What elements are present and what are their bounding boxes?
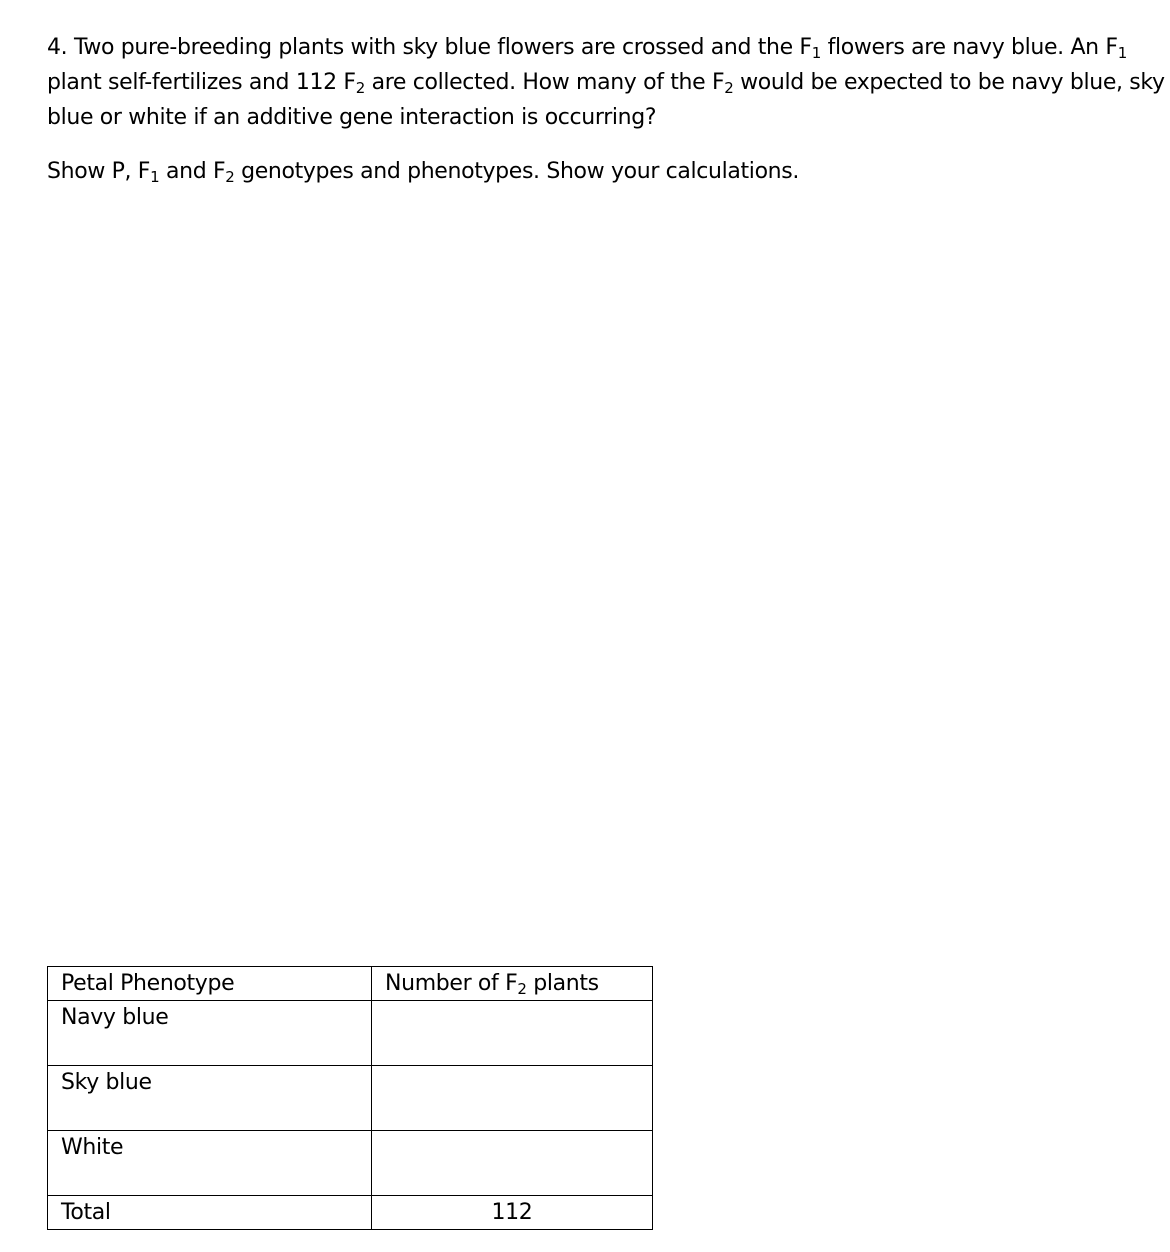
question-text: 4. Two pure-breeding plants with sky blue flowers are crossed and the $F_1$ flowers are navy blue. An $F_1$ plant self-fertilizes and 112 $F_2$ are collected. How many of the $F_2$ would be expected to be navy blue, sky blue or white if an additive gene interaction is occurring? [47,35,1165,130]
table-header-row [48,967,653,1001]
question-number: 4. [47,35,68,60]
f2-results-table [47,966,653,1230]
total-value: 112 [372,1196,653,1230]
total-label: Total [48,1196,372,1230]
table-row-sky-blue [48,1066,653,1131]
table-row-navy-blue [48,1001,653,1066]
phenotype-cell: Sky blue [48,1066,372,1131]
table-row-white [48,1131,653,1196]
phenotype-cell: White [48,1131,372,1196]
table-row-total [48,1196,653,1230]
count-cell-sky-blue[interactable] [372,1066,653,1131]
header-number-of-f2-plants: Number of $F_2$ plants [372,967,653,1001]
count-cell-white[interactable] [372,1131,653,1196]
instruction-text: Show P, $F_1$ and $F_2$ genotypes and phenotypes. Show your calculations. [47,159,800,186]
count-cell-navy-blue[interactable] [372,1001,653,1066]
header-petal-phenotype: Petal Phenotype [48,967,372,1001]
phenotype-cell: Navy blue [48,1001,372,1066]
